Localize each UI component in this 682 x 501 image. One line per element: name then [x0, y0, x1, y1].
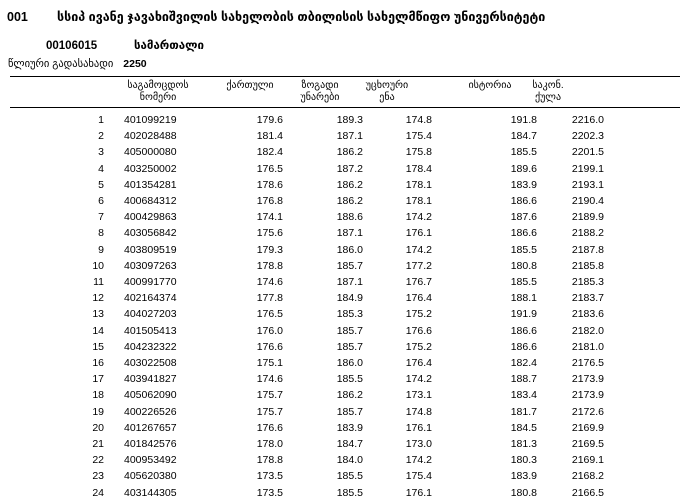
exam-id: 404027203 — [124, 308, 177, 321]
score-georgian: 174.1 — [256, 211, 283, 224]
score-general-skills: 186.2 — [336, 389, 363, 402]
score-general-skills: 185.7 — [336, 405, 363, 418]
score-total: 2190.4 — [571, 195, 604, 208]
score-history: 182.4 — [510, 357, 537, 370]
score-total: 2216.0 — [571, 114, 604, 126]
threshold-value: 2250 — [123, 58, 147, 70]
score-history: 185.5 — [510, 276, 537, 289]
score-general-skills: 185.7 — [336, 324, 363, 337]
score-georgian: 176.6 — [256, 340, 283, 353]
row-number: 16 — [92, 357, 104, 370]
university-name: სსიპ ივანე ჯავახიშვილის სახელობის თბილისის სახელმწიფო უნივერსიტეტი — [57, 10, 546, 24]
score-general-skills: 187.1 — [336, 227, 363, 240]
score-georgian: 173.5 — [256, 470, 283, 483]
score-history: 188.1 — [510, 292, 537, 305]
table-row — [0, 128, 604, 144]
table-row — [0, 274, 604, 290]
row-number: 12 — [92, 292, 104, 305]
column-header-general-skills: ზოგადი უნარები — [300, 80, 340, 103]
score-history: 186.6 — [510, 324, 537, 337]
score-georgian: 179.6 — [256, 114, 283, 126]
table-row — [0, 290, 604, 306]
score-georgian: 182.4 — [256, 146, 283, 159]
score-general-skills: 187.2 — [336, 162, 363, 175]
program-name: სამართალი — [134, 40, 204, 52]
score-georgian: 173.5 — [256, 486, 283, 499]
score-total: 2189.9 — [571, 211, 604, 224]
score-history: 186.6 — [510, 340, 537, 353]
row-number: 1 — [98, 114, 104, 126]
exam-id: 401099219 — [124, 114, 177, 126]
score-georgian: 176.5 — [256, 162, 283, 175]
score-general-skills: 185.5 — [336, 373, 363, 386]
row-number: 14 — [92, 324, 104, 337]
score-total: 2182.0 — [571, 324, 604, 337]
row-number: 5 — [98, 178, 104, 191]
score-history: 181.3 — [510, 438, 537, 451]
table-row — [0, 387, 604, 403]
score-general-skills: 186.2 — [336, 178, 363, 191]
score-general-skills: 186.2 — [336, 146, 363, 159]
score-foreign-language: 174.2 — [405, 373, 432, 386]
results-table — [0, 112, 604, 501]
score-georgian: 176.8 — [256, 195, 283, 208]
score-history: 180.8 — [510, 486, 537, 499]
score-foreign-language: 174.2 — [405, 454, 432, 467]
score-total: 2173.9 — [571, 389, 604, 402]
column-header-foreign-language: უცხოური ენა — [365, 80, 409, 103]
row-number: 3 — [98, 146, 104, 159]
exam-id: 403056842 — [124, 227, 177, 240]
table-row — [0, 468, 604, 484]
score-total: 2169.5 — [571, 438, 604, 451]
row-number: 8 — [98, 227, 104, 240]
table-row — [0, 404, 604, 420]
exam-id: 401842576 — [124, 438, 177, 451]
exam-id: 401267657 — [124, 421, 177, 434]
score-foreign-language: 176.4 — [405, 357, 432, 370]
column-header-history: ისტორია — [468, 80, 512, 91]
table-row — [0, 144, 604, 160]
score-georgian: 181.4 — [256, 130, 283, 143]
exam-id: 402028488 — [124, 130, 177, 143]
score-total: 2172.6 — [571, 405, 604, 418]
score-history: 185.5 — [510, 243, 537, 256]
score-georgian: 178.0 — [256, 438, 283, 451]
exam-id: 405620380 — [124, 470, 177, 483]
score-total: 2201.5 — [571, 146, 604, 159]
table-row — [0, 355, 604, 371]
score-history: 188.7 — [510, 373, 537, 386]
score-general-skills: 184.9 — [336, 292, 363, 305]
column-header-georgian: ქართული — [226, 80, 274, 91]
table-row — [0, 323, 604, 339]
score-history: 191.9 — [510, 308, 537, 321]
table-row — [0, 225, 604, 241]
exam-id: 403809519 — [124, 243, 177, 256]
score-georgian: 176.6 — [256, 421, 283, 434]
row-number: 4 — [98, 162, 104, 175]
score-foreign-language: 173.1 — [405, 389, 432, 402]
score-foreign-language: 178.1 — [405, 178, 432, 191]
exam-id: 403250002 — [124, 162, 177, 175]
score-history: 184.5 — [510, 421, 537, 434]
table-row — [0, 193, 604, 209]
table-row — [0, 436, 604, 452]
table-row — [0, 420, 604, 436]
score-georgian: 179.3 — [256, 243, 283, 256]
score-georgian: 175.7 — [256, 389, 283, 402]
score-total: 2183.7 — [571, 292, 604, 305]
row-number: 15 — [92, 340, 104, 353]
score-georgian: 176.0 — [256, 324, 283, 337]
score-total: 2173.9 — [571, 373, 604, 386]
exam-id: 403022508 — [124, 357, 177, 370]
row-number: 10 — [92, 259, 104, 272]
score-general-skills: 186.0 — [336, 243, 363, 256]
score-foreign-language: 175.2 — [405, 340, 432, 353]
score-foreign-language: 174.2 — [405, 243, 432, 256]
score-foreign-language: 175.8 — [405, 146, 432, 159]
row-number: 2 — [98, 130, 104, 143]
score-total: 2202.3 — [571, 130, 604, 143]
score-georgian: 174.6 — [256, 276, 283, 289]
results-table-body — [0, 112, 604, 501]
score-general-skills: 184.0 — [336, 454, 363, 467]
score-history: 183.9 — [510, 470, 537, 483]
exam-id: 400991770 — [124, 276, 177, 289]
row-number: 11 — [93, 276, 104, 289]
score-total: 2188.2 — [571, 227, 604, 240]
row-number: 13 — [92, 308, 104, 321]
score-total: 2169.9 — [571, 421, 604, 434]
threshold-label: წლიური გადასახადი — [8, 58, 114, 70]
score-general-skills: 185.7 — [336, 259, 363, 272]
table-header — [0, 80, 682, 106]
score-total: 2168.2 — [571, 470, 604, 483]
score-georgian: 174.6 — [256, 373, 283, 386]
score-foreign-language: 178.4 — [405, 162, 432, 175]
score-georgian: 175.7 — [256, 405, 283, 418]
score-history: 186.6 — [510, 195, 537, 208]
score-general-skills: 185.7 — [336, 340, 363, 353]
score-georgian: 177.8 — [256, 292, 283, 305]
score-foreign-language: 177.2 — [405, 259, 432, 272]
university-heading — [7, 9, 545, 24]
score-total: 2193.1 — [571, 178, 604, 191]
table-row — [0, 452, 604, 468]
score-foreign-language: 176.6 — [405, 324, 432, 337]
score-general-skills: 187.1 — [336, 130, 363, 143]
score-foreign-language: 176.1 — [405, 486, 432, 499]
exam-id: 405062090 — [124, 389, 177, 402]
score-history: 181.7 — [510, 405, 537, 418]
table-header-rule — [10, 107, 680, 108]
score-history: 184.7 — [510, 130, 537, 143]
score-georgian: 176.5 — [256, 308, 283, 321]
score-history: 186.6 — [510, 227, 537, 240]
score-history: 180.3 — [510, 454, 537, 467]
table-row — [0, 177, 604, 193]
score-foreign-language: 175.4 — [405, 470, 432, 483]
row-number: 19 — [92, 405, 104, 418]
score-general-skills: 185.5 — [336, 470, 363, 483]
score-total: 2187.8 — [571, 243, 604, 256]
table-row — [0, 112, 604, 128]
score-foreign-language: 175.4 — [405, 130, 432, 143]
score-total: 2176.5 — [571, 357, 604, 370]
score-foreign-language: 174.8 — [405, 405, 432, 418]
score-general-skills: 185.5 — [336, 486, 363, 499]
row-number: 20 — [92, 421, 104, 434]
score-general-skills: 186.2 — [336, 195, 363, 208]
score-general-skills: 184.7 — [336, 438, 363, 451]
exam-id: 400429863 — [124, 211, 177, 224]
exam-id: 403097263 — [124, 259, 177, 272]
score-georgian: 178.8 — [256, 454, 283, 467]
row-number: 23 — [92, 470, 104, 483]
score-foreign-language: 174.2 — [405, 211, 432, 224]
program-heading — [46, 38, 204, 52]
score-history: 183.9 — [510, 178, 537, 191]
table-row — [0, 258, 604, 274]
table-row — [0, 306, 604, 322]
table-row — [0, 242, 604, 258]
table-row — [0, 161, 604, 177]
score-total: 2185.8 — [571, 259, 604, 272]
score-foreign-language: 175.2 — [405, 308, 432, 321]
score-history: 191.8 — [510, 114, 537, 126]
program-code: 00106015 — [46, 40, 98, 52]
score-georgian: 178.6 — [256, 178, 283, 191]
score-georgian: 175.1 — [256, 357, 283, 370]
table-row — [0, 209, 604, 225]
exam-id: 404232322 — [124, 340, 177, 353]
score-total: 2169.1 — [571, 454, 604, 467]
score-foreign-language: 176.1 — [405, 421, 432, 434]
score-history: 185.5 — [510, 146, 537, 159]
exam-id: 403941827 — [124, 373, 177, 386]
score-history: 180.8 — [510, 259, 537, 272]
exam-id: 401505413 — [124, 324, 177, 337]
score-general-skills: 186.0 — [336, 357, 363, 370]
score-general-skills: 189.3 — [336, 114, 363, 126]
score-georgian: 175.6 — [256, 227, 283, 240]
score-general-skills: 188.6 — [336, 211, 363, 224]
row-number: 6 — [98, 195, 104, 208]
score-general-skills: 187.1 — [336, 276, 363, 289]
score-total: 2183.6 — [571, 308, 604, 321]
exam-id: 400953492 — [124, 454, 177, 467]
column-header-total-score: საკონ. ქულა — [532, 80, 564, 103]
score-foreign-language: 174.8 — [405, 114, 432, 126]
row-number: 22 — [92, 454, 104, 467]
score-total: 2185.3 — [571, 276, 604, 289]
score-general-skills: 185.3 — [336, 308, 363, 321]
score-total: 2166.5 — [571, 486, 604, 499]
table-top-rule — [10, 76, 680, 77]
exam-id: 401354281 — [124, 178, 177, 191]
university-code: 001 — [7, 10, 28, 24]
score-total: 2199.1 — [571, 162, 604, 175]
row-number: 18 — [92, 389, 104, 402]
score-history: 183.4 — [510, 389, 537, 402]
row-number: 9 — [98, 243, 104, 256]
table-row — [0, 371, 604, 387]
score-foreign-language: 173.0 — [405, 438, 432, 451]
exam-id: 400684312 — [124, 195, 177, 208]
exam-id: 402164374 — [124, 292, 177, 305]
threshold-line — [8, 58, 147, 70]
table-row — [0, 339, 604, 355]
score-foreign-language: 176.7 — [405, 276, 432, 289]
exam-id: 405000080 — [124, 146, 177, 159]
column-header-reg-number: საგამოცდოს ნომერი — [127, 80, 189, 103]
row-number: 24 — [92, 486, 104, 499]
row-number: 21 — [92, 438, 104, 451]
score-history: 189.6 — [510, 162, 537, 175]
row-number: 17 — [92, 373, 104, 386]
table-row — [0, 485, 604, 501]
score-foreign-language: 176.4 — [405, 292, 432, 305]
score-history: 187.6 — [510, 211, 537, 224]
exam-id: 400226526 — [124, 405, 177, 418]
score-georgian: 178.8 — [256, 259, 283, 272]
score-general-skills: 183.9 — [336, 421, 363, 434]
exam-id: 403144305 — [124, 486, 177, 499]
row-number: 7 — [98, 211, 104, 224]
score-foreign-language: 176.1 — [405, 227, 432, 240]
score-total: 2181.0 — [571, 340, 604, 353]
score-foreign-language: 178.1 — [405, 195, 432, 208]
